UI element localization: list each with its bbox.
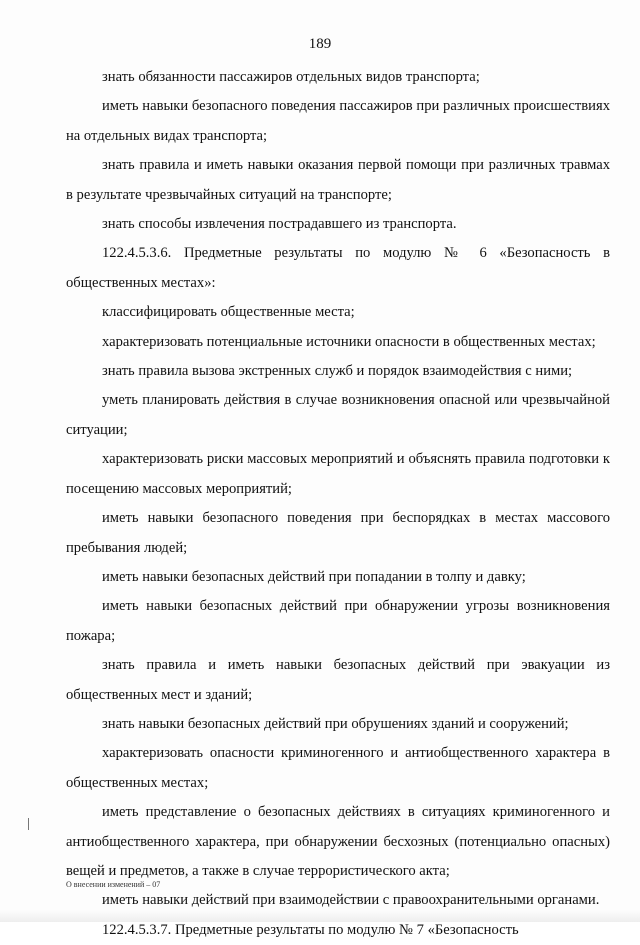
- paragraph: иметь представление о безопасных действиях в ситуациях криминогенного и антиобщественного характера, при обнаружении бесхозных (потенциально опасных) вещей и предметов, а также в случае террористического акта;: [66, 804, 610, 879]
- scan-artifact: [28, 818, 29, 830]
- paragraph: характеризовать риски массовых мероприятий и объяснять правила подготовки к посещению массовых мероприятий;: [66, 451, 610, 497]
- scan-edge: [0, 910, 640, 922]
- paragraph: иметь навыки безопасных действий при попадании в толпу и давку;: [102, 568, 526, 585]
- page-number: 189: [308, 36, 332, 52]
- document-body: [66, 63, 610, 945]
- section-heading: 122.4.5.3.6. Предметные результаты по модулю № 6 «Безопасность в общественных местах»:: [66, 245, 610, 291]
- paragraph: знать навыки безопасных действий при обрушениях зданий и сооружений;: [102, 715, 569, 732]
- paragraph: характеризовать опасности криминогенного и антиобщественного характера в общественных местах;: [66, 745, 610, 791]
- paragraph: иметь навыки безопасного поведения при беспорядках в местах массового пребывания людей;: [66, 510, 610, 556]
- section-heading: 122.4.5.3.7. Предметные результаты по модулю № 7 «Безопасность: [102, 921, 519, 938]
- paragraph: иметь навыки безопасных действий при обнаружении угрозы возникновения пожара;: [66, 598, 610, 644]
- paragraph: иметь навыки безопасного поведения пассажиров при различных происшествиях на отдельных видах транспорта;: [66, 98, 610, 144]
- paragraph: классифицировать общественные места;: [102, 304, 355, 321]
- footer-note: О внесении изменений – 07: [66, 880, 161, 889]
- paragraph: характеризовать потенциальные источники опасности в общественных местах;: [102, 333, 596, 350]
- paragraph: знать способы извлечения пострадавшего из транспорта.: [102, 216, 457, 233]
- paragraph: иметь навыки действий при взаимодействии с правоохранительными органами.: [102, 892, 600, 909]
- paragraph: знать правила и иметь навыки оказания первой помощи при различных травмах в результате чрезвычайных ситуаций на транспорте;: [66, 157, 610, 203]
- paragraph: знать обязанности пассажиров отдельных видов транспорта;: [102, 69, 480, 85]
- paragraph: знать правила и иметь навыки безопасных действий при эвакуации из общественных мест и зданий;: [66, 657, 610, 703]
- paragraph: уметь планировать действия в случае возникновения опасной или чрезвычайной ситуации;: [66, 392, 610, 438]
- paragraph: знать правила вызова экстренных служб и порядок взаимодействия с ними;: [102, 363, 573, 380]
